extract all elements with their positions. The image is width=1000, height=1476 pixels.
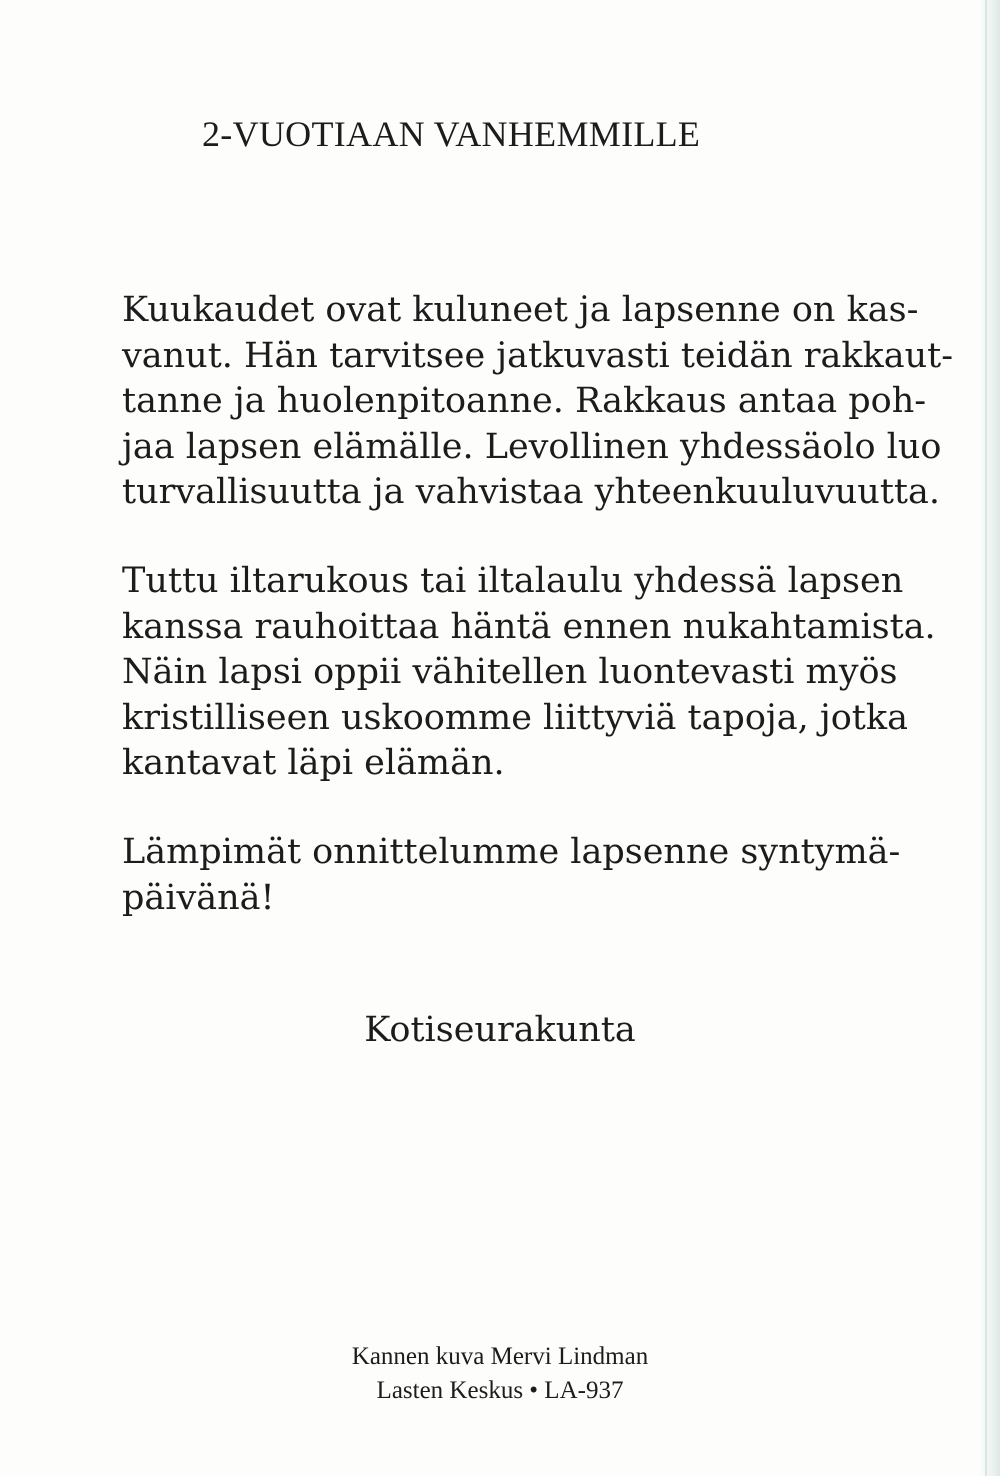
paragraph-line: kristilliseen uskoomme liittyviä tapoja, jotka: [122, 697, 908, 738]
paragraph-line: tanne ja huolenpitoanne. Rakkaus antaa poh-: [122, 381, 927, 421]
paragraph-line: päivänä!: [122, 877, 275, 918]
cover-image-credit: Kannen kuva Mervi Lindman: [351, 1343, 649, 1370]
paragraph-line: kanssa rauhoittaa häntä ennen nukahtamista.: [122, 606, 936, 647]
paragraph-line: Tuttu iltarukous tai iltalaulu yhdessä lapsen: [122, 561, 904, 601]
paragraph-line: Näin lapsi oppii vähitellen luontevasti myös: [122, 652, 898, 692]
paragraph-2: [122, 559, 936, 787]
paragraph-line: vanut. Hän tarvitsee jatkuvasti teidän rakkaut-: [122, 335, 954, 376]
signature: Kotiseurakunta: [364, 1010, 636, 1050]
paragraph-line: kantavat läpi elämän.: [122, 743, 505, 783]
credits-block: [0, 1340, 1000, 1408]
paragraph-3: [122, 830, 901, 921]
publisher-code: Lasten Keskus • LA-937: [376, 1377, 624, 1404]
paragraph-line: Kuukaudet ovat kuluneet ja lapsenne on kas-: [122, 290, 919, 330]
paragraph-line: jaa lapsen elämälle. Levollinen yhdessäolo luo: [122, 426, 942, 467]
paragraph-line: Lämpimät onnittelumme lapsenne syntymä-: [122, 832, 901, 872]
page-title: 2-VUOTIAAN VANHEMMILLE: [202, 114, 701, 154]
page-edge-line: [985, 0, 987, 1476]
paragraph-1: [122, 288, 954, 516]
paragraph-line: turvallisuutta ja vahvistaa yhteenkuuluvuutta.: [122, 472, 940, 512]
page-edge-shadow: [978, 0, 1000, 1476]
